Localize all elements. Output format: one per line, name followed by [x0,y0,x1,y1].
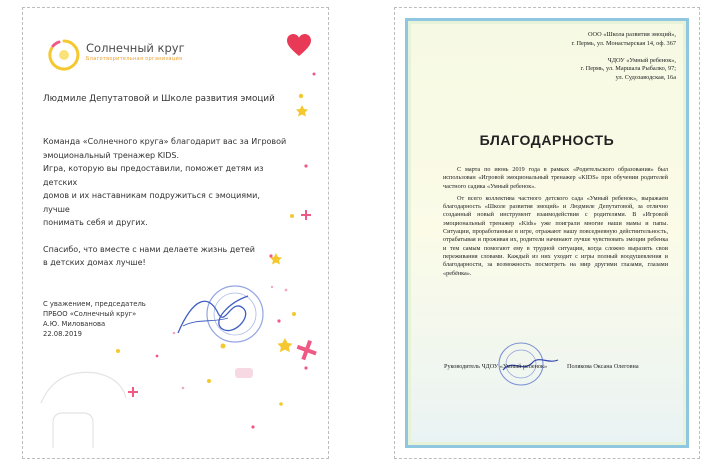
signature-stamp-icon [173,278,268,348]
sender-line: ООО «Школа развития эмоций», [587,31,676,38]
body-line: домов и их наставникам подружиться с эмоциями, лучше [43,191,260,214]
certificate-body [443,166,668,282]
signature-block [43,299,146,339]
body-paragraph: С марта по июнь 2019 года в рамках «Родительского образования» был использован «Игровой эмоциональный тренажер «KIDS» при обучении родителей частного садика «Умный ребенок». [443,166,668,190]
sender-line: г. Пермь, ул. Маршала Рыбалко, 97; [580,65,676,73]
solnechny-krug-logo-icon [47,38,81,72]
body-line: Команда «Солнечного круга» благодарит вас за Игровой [43,137,287,146]
signature-line: А.Ю. Милованова [43,320,106,328]
body-paragraph: От всего коллектива частного детского сада «Умный ребенок», выражаем благодарность «Школе развития эмоций» и Людмиле Депутатовой, за отлично созданный новый инструмент взаимодействия с родителями. В «Игровой эмоциональный тренажер «Kids» уже поиграли многие наши мамы и папы. Ситуации, проработанные в игре, отражают нашу повседневную действительность, отрабатывая и проживая их, родители начинают лучше чувствовать эмоции ребенка и тем самым помогают ему в трудной ситуации, когда сложно выразить свои переживания словами. Каждый из них уходит с игры полный воодушевления и благодарности, за возможность посмотреть на мир другими глазами, глазами «ребёнка». [443,194,668,277]
signer-name: Полякова Оксана Олеговна [567,363,639,370]
body-line: Спасибо, что вместе с нами делаете жизнь детей [43,244,255,254]
signature-line: ПРБОО «Солнечный круг» [43,310,137,318]
body-line: эмоциональный тренажер KIDS. [43,150,180,160]
org-subtitle: Благотворительная организация [86,56,183,62]
gratitude-certificate-umny-rebenok [394,7,700,459]
thank-you-letter-solnechny-krug [22,7,329,459]
signature-date: 22.08.2019 [43,330,82,338]
body-line: понимать себя и других. [43,218,148,227]
letter-body [43,135,288,270]
sender-line [571,48,676,57]
sender-line: ЧДОУ «Умный ребенок», [607,56,676,64]
addressee: Людмиле Депутатовой и Школе развития эмоций [43,94,275,104]
body-line: в детских домах лучше! [43,258,146,267]
signer-role: Руководитель ЧДОУ «Умный ребенок» [444,363,548,370]
org-name: Солнечный круг [86,41,185,55]
signature-line: С уважением, председатель [43,300,146,308]
heart-icon [286,33,312,57]
sender-line: ул. Судозаводская, 16а [615,73,676,81]
sender-block [571,31,676,83]
certificate-title: БЛАГОДАРНОСТЬ [479,132,615,148]
sender-line: г. Пермь, ул. Монастырская 14, оф. 367 [571,39,676,47]
body-line: Игра, которую вы предоставили, поможет детям из детских [43,164,264,187]
